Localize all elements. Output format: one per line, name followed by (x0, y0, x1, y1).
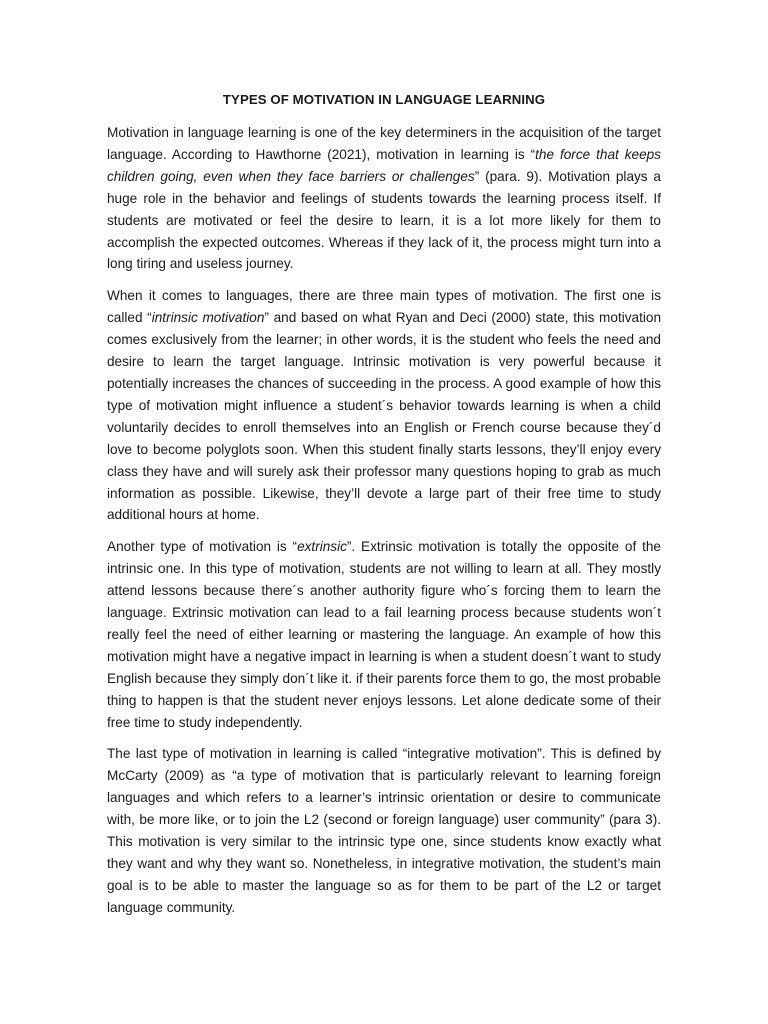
paragraph-2-text-c: ” and based on what Ryan and Deci (2000) state, this motivation comes exclusively from the learner; in other words, it is the student who feels the need and desire to learn the target language. Intrinsic motivation is very powerful because it potentially increases the chances of succeeding in the process. A good example of how this type of motivation might influence a student´s behavior towards learning is when a child voluntarily decides to enroll themselves into an English or French course because they´d love to become polyglots soon. When this student finally starts lessons, they’ll enjoy every class they have and will surely ask their professor many questions hoping to grab as much information as possible. Likewise, they’ll devote a large part of their free time to study additional hours at home. (107, 310, 662, 523)
paragraph-3-term: extrinsic (297, 539, 347, 555)
paragraph-2-term: intrinsic motivation (151, 310, 265, 326)
document-title: TYPES OF MOTIVATION IN LANGUAGE LEARNING (222, 92, 546, 107)
paragraph-2 (107, 285, 661, 526)
paragraph-1-quote: the force that keeps children going, even when they face barriers or challenges (107, 146, 661, 184)
paragraph-3 (107, 536, 661, 733)
paragraph-3-text-c: ”. Extrinsic motivation is totally the opposite of the intrinsic one. In this type of motivation, students are not willing to learn at all. They mostly attend lessons because there´s another authority figure who´s forcing them to learn the language. Extrinsic motivation can lead to a fail learning process because students won´t really feel the need of either learning or mastering the language. An example of how this motivation might have a negative impact in learning is when a student doesn´t want to study English because they simply don´t like it. if their parents force them to go, the most probable thing to happen is that the student never enjoys lessons. Let alone dedicate some of their free time to study independently. (107, 539, 661, 730)
paragraph-1 (107, 122, 661, 275)
paragraph-1-text-c: ” (para. 9). Motivation plays a huge role in the behavior and feelings of students towards the learning process itself. If students are motivated or feel the desire to learn, it is a lot more likely for them to accomplish the expected outcomes. Whereas if they lack of it, the process might turn into a long tiring and useless journey. (107, 168, 661, 272)
paragraph-2-text-a: When it comes to languages, there are three main types of motivation. The first one is called “ (107, 288, 661, 326)
paragraph-3-text-a: Another type of motivation is “ (107, 539, 298, 555)
paragraph-4: The last type of motivation in learning is called “integrative motivation”. This is defined by McCarty (2009) as “a type of motivation that is particularly relevant to learning foreign languages and which refers to a learner’s intrinsic orientation or desire to communicate with, be more like, or to join the L2 (second or foreign language) user community” (para 3). This motivation is very similar to the intrinsic type one, since students know exactly what they want and why they want so. Nonetheless, in integrative motivation, the student’s main goal is to be able to master the language so as for them to be part of the L2 or target language community. (107, 746, 661, 915)
paragraph-1-text-a: Motivation in language learning is one of the key determiners in the acquisition of the target language. According to Hawthorne (2021), motivation in learning is “ (107, 125, 661, 162)
